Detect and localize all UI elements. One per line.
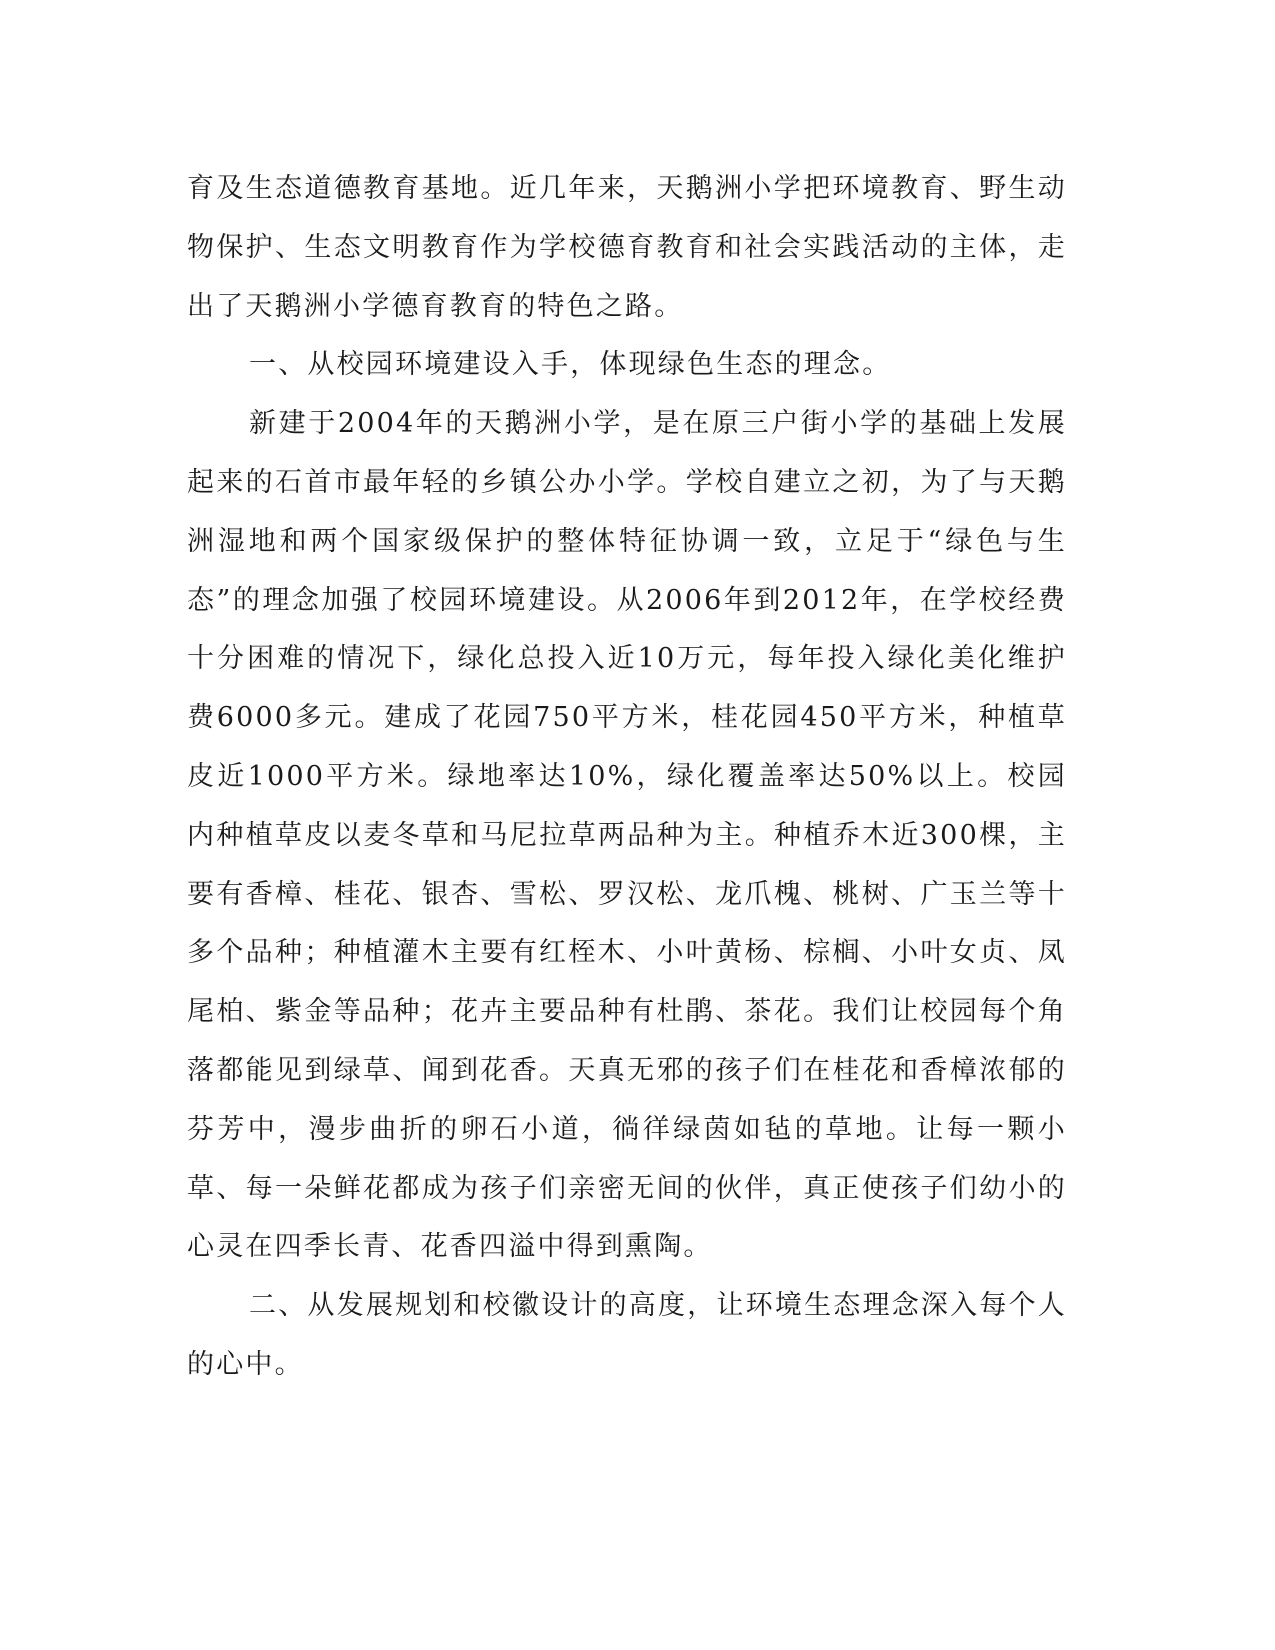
paragraph-intro-continuation: 育及生态道德教育基地。近几年来，天鹅洲小学把环境教育、野生动物保护、生态文明教育作为学校德育教育和社会实践活动的主体，走出了天鹅洲小学德育教育的特色之路。 [187,173,1067,322]
body-text [187,160,1067,1395]
section-heading-two: 二、从发展规划和校徽设计的高度，让环境生态理念深入每个人的心中。 [187,1290,1067,1380]
paragraph-campus-environment: 新建于2004年的天鹅洲小学，是在原三户街小学的基础上发展起来的石首市最年轻的乡镇公办小学。学校自建立之初，为了与天鹅洲湿地和两个国家级保护的整体特征协调一致，立足于“绿色与生态”的理念加强了校园环境建设。从2006年到2012年，在学校经费十分困难的情况下，绿化总投入近10万元，每年投入绿化美化维护费6000多元。建成了花园750平方米，桂花园450平方米，种植草皮近1000平方米。绿地率达10%，绿化覆盖率达50%以上。校园内种植草皮以麦冬草和马尼拉草两品种为主。种植乔木近300棵，主要有香樟、桂花、银杏、雪松、罗汉松、龙爪槐、桃树、广玉兰等十多个品种；种植灌木主要有红桎木、小叶黄杨、棕榈、小叶女贞、凤尾柏、紫金等品种；花卉主要品种有杜鹃、茶花。我们让校园每个角落都能见到绿草、闻到花香。天真无邪的孩子们在桂花和香樟浓郁的芬芳中，漫步曲折的卵石小道，徜徉绿茵如毡的草地。让每一颗小草、每一朵鲜花都成为孩子们亲密无间的伙伴，真正使孩子们幼小的心灵在四季长青、花香四溢中得到熏陶。 [187,408,1067,1263]
section-heading-one: 一、从校园环境建设入手，体现绿色生态的理念。 [249,349,892,381]
